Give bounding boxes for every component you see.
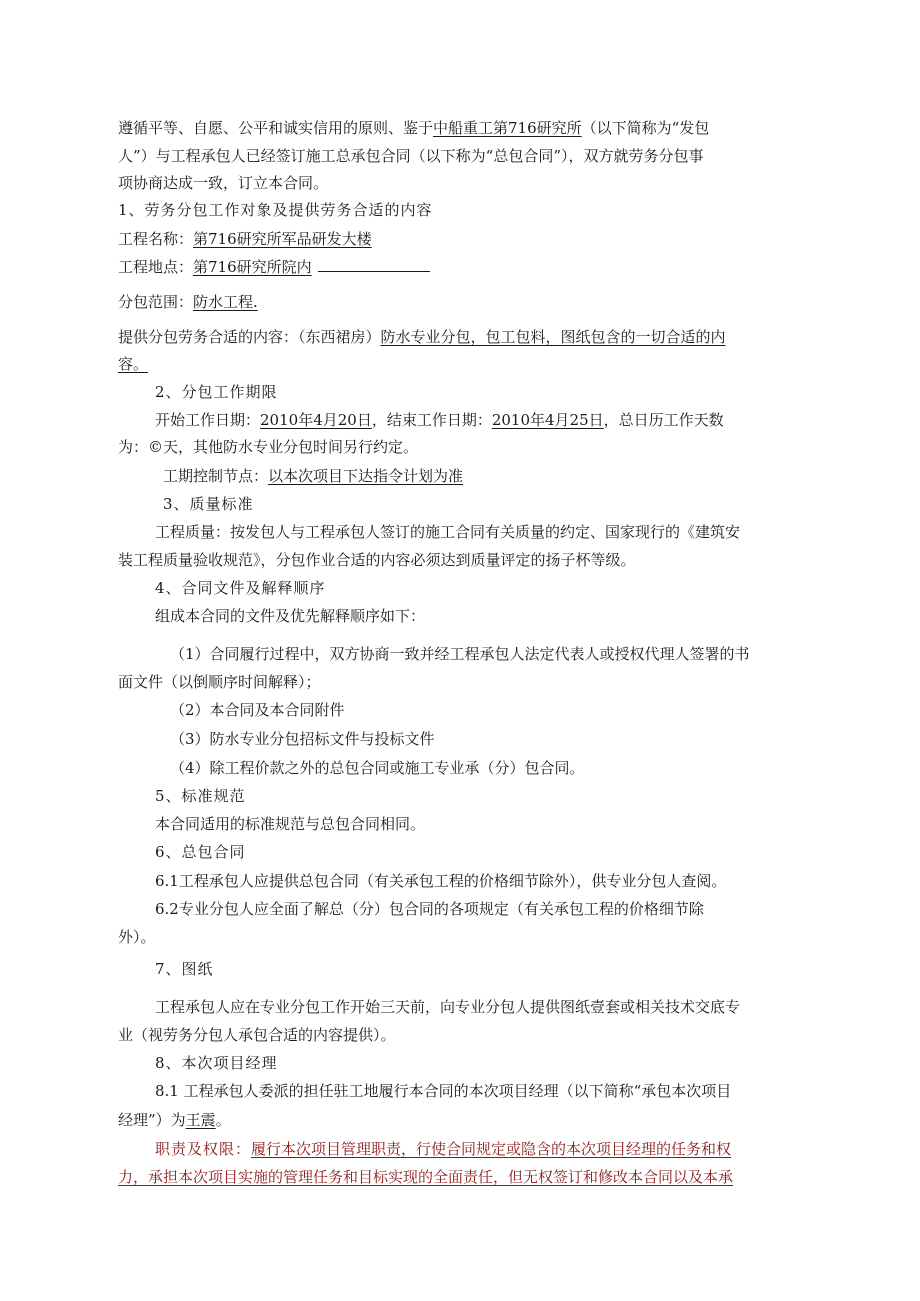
content-line: 提供分包劳务合适的内容：（东西裙房）防水专业分包，包工包料，图纸包含的一切合适的内 <box>118 328 726 346</box>
project-place-value: 第716研究所院内 <box>193 258 312 276</box>
end-date: 2010年4月25日 <box>491 411 604 429</box>
dates-line: 开始工作日期：2010年4月20日，结束工作日期：2010年4月25日，总日历工作天数 <box>155 411 724 429</box>
para-line: 遵循平等、自愿、公平和诚实信用的原则、鉴于中船重工第716研究所（以下简称为“发包 <box>118 119 710 137</box>
duties-line <box>155 1139 731 1159</box>
para-line: 工程质量：按发包人与工程承包人签订的施工合同有关质量的约定、国家现行的《建筑安 <box>155 523 741 541</box>
list-item: （3）防水专业分包招标文件与投标文件 <box>170 730 435 748</box>
para-line: 工程承包人应在专业分包工作开始三天前，向专业分包人提供图纸壹套或相关技术交底专 <box>155 998 741 1016</box>
section-heading-6: 6、总包合同 <box>155 843 246 861</box>
content-value: 防水专业分包，包工包料，图纸包含的一切合适的内 <box>380 328 726 346</box>
para-line: 人”）与工程承包人已经签订施工总承包合同（以下称为“总包合同”），双方就劳务分包事 <box>118 147 704 165</box>
para-line: 6.1工程承包人应提供总包合同（有关承包工程的价格细节除外），供专业分包人查阅。 <box>155 872 727 890</box>
employer-name: 中船重工第716研究所 <box>433 119 582 137</box>
section-heading-3: 3、质量标准 <box>163 495 254 513</box>
para-line: 装工程质量验收规范》，分包作业合适的内容必须达到质量评定的扬子杯等级。 <box>118 551 636 569</box>
para-line: 组成本合同的文件及优先解释顺序如下： <box>155 607 426 625</box>
para-line: 为：©天，其他防水专业分包时间另行约定。 <box>118 438 419 456</box>
section-heading-1: 1、劳务分包工作对象及提供劳务合适的内容 <box>118 201 433 219</box>
project-name-value: 第716研究所军品研发大楼 <box>193 230 372 248</box>
manager-line: 经理”）为王震。 <box>118 1111 231 1129</box>
section-heading-5: 5、标准规范 <box>155 787 246 805</box>
list-item: （4）除工程价款之外的总包合同或施工专业承（分）包合同。 <box>170 759 585 777</box>
content-line-cont: 容。 <box>118 355 149 373</box>
para-line: 6.2专业分包人应全面了解总（分）包合同的各项规定（有关承包工程的价格细节除 <box>155 900 704 918</box>
control-node-value: 以本次项目下达指令计划为准 <box>268 467 464 485</box>
manager-name: 王震 <box>185 1111 216 1129</box>
duties-line-cont: 力，承担本次项目实施的管理任务和目标实现的全面责任，但无权签订和修改本合同以及本承 <box>118 1168 734 1186</box>
project-place-line: 工程地点：第716研究所院内 <box>118 257 430 277</box>
para-line: 项协商达成一致，订立本合同。 <box>118 174 329 192</box>
start-date: 2010年4月20日 <box>260 411 372 429</box>
scope-value: 防水工程. <box>193 293 258 311</box>
duties-text: 履行本次项目管理职责，行使合同规定或隐含的本次项目经理的任务和权 <box>251 1140 732 1158</box>
para-line: 面文件（以倒顺序时间解释）； <box>118 673 321 691</box>
control-node-line: 工期控制节点：以本次项目下达指令计划为准 <box>163 467 464 485</box>
section-heading-8: 8、本次项目经理 <box>155 1054 278 1072</box>
section-heading-4: 4、合同文件及解释顺序 <box>155 579 326 597</box>
section-heading-2: 2、分包工作期限 <box>155 383 278 401</box>
para-line: 本合同适用的标准规范与总包合同相同。 <box>155 815 426 833</box>
para-line: 外）。 <box>118 928 156 946</box>
scope-line: 分包范围：防水工程. <box>118 293 258 311</box>
list-item: （1）合同履行过程中，双方协商一致并经工程承包人法定代表人或授权代理人签署的书 <box>170 645 750 663</box>
blank-underline <box>318 257 430 272</box>
duties-label: 职责及权限： <box>155 1140 252 1158</box>
para-line: 业（视劳务分包人承包合适的内容提供）。 <box>118 1026 396 1044</box>
section-heading-7: 7、图纸 <box>155 960 214 978</box>
list-item: （2）本合同及本合同附件 <box>170 701 345 719</box>
project-name-line: 工程名称：第716研究所军品研发大楼 <box>118 230 372 248</box>
para-line: 8.1 工程承包人委派的担任驻工地履行本合同的本次项目经理（以下简称“承包本次项目 <box>155 1082 732 1100</box>
